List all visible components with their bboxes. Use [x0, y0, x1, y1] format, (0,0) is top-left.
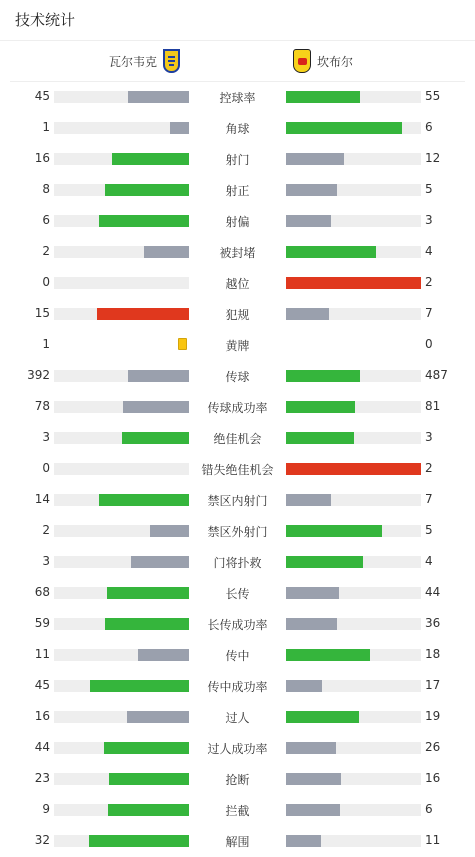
home-bar-track	[54, 215, 189, 227]
away-bar-track	[286, 711, 421, 723]
home-value: 9	[42, 802, 50, 816]
away-bar-track	[286, 804, 421, 816]
away-value: 5	[425, 182, 433, 196]
home-bar-track	[54, 91, 189, 103]
home-bar-fill	[104, 742, 189, 754]
home-bar-track	[54, 308, 189, 320]
away-bar-track	[286, 556, 421, 568]
away-value: 12	[425, 151, 441, 165]
away-bar-fill	[286, 742, 336, 754]
stat-row	[0, 764, 475, 795]
home-bar-track	[54, 122, 189, 134]
away-bar-fill	[286, 680, 322, 692]
home-bar-fill	[105, 618, 189, 630]
stat-label: 错失绝佳机会	[201, 463, 274, 477]
home-value: 16	[34, 151, 50, 165]
away-value: 17	[425, 678, 441, 692]
stat-label: 抢断	[225, 773, 250, 787]
away-bar-track	[286, 680, 421, 692]
stat-label: 绝佳机会	[213, 432, 262, 446]
stat-row	[0, 423, 475, 454]
away-team-name: 坎布尔	[317, 54, 354, 69]
away-value: 2	[425, 275, 433, 289]
home-bar-track	[54, 277, 189, 289]
away-bar-track	[286, 773, 421, 785]
away-bar-fill	[286, 432, 354, 444]
home-bar-track	[54, 835, 189, 847]
stat-row	[0, 578, 475, 609]
home-bar-track	[54, 804, 189, 816]
stat-row	[0, 237, 475, 268]
away-bar-fill	[286, 215, 331, 227]
away-bar-track	[286, 525, 421, 537]
away-value: 0	[425, 337, 433, 351]
home-bar-track	[54, 246, 189, 258]
home-value: 59	[34, 616, 50, 630]
away-value: 11	[425, 833, 441, 847]
away-bar-fill	[286, 370, 360, 382]
stat-row	[0, 516, 475, 547]
home-bar-fill	[170, 122, 189, 134]
stat-label: 长传	[225, 587, 250, 601]
stat-label: 控球率	[219, 91, 256, 105]
home-bar-track	[54, 370, 189, 382]
rkc-waalwijk-crest-icon	[163, 49, 180, 73]
away-bar-fill	[286, 308, 329, 320]
away-bar-fill	[286, 122, 402, 134]
home-bar-fill	[97, 308, 189, 320]
away-bar-fill	[286, 711, 359, 723]
stat-row	[0, 733, 475, 764]
away-bar-fill	[286, 91, 360, 103]
home-value: 15	[34, 306, 50, 320]
home-bar-fill	[138, 649, 189, 661]
home-value: 78	[34, 399, 50, 413]
home-value: 0	[42, 461, 50, 475]
away-bar-fill	[286, 804, 340, 816]
stat-label: 传中成功率	[207, 680, 268, 694]
away-bar-track	[286, 494, 421, 506]
home-bar-track	[54, 587, 189, 599]
away-bar-track	[286, 742, 421, 754]
away-team[interactable]	[293, 49, 353, 73]
home-value: 1	[42, 337, 50, 351]
stat-row	[0, 144, 475, 175]
home-bar-track	[54, 432, 189, 444]
away-value: 55	[425, 89, 441, 103]
stat-row	[0, 485, 475, 516]
home-bar-track	[54, 463, 189, 475]
stat-label: 传球成功率	[207, 401, 268, 415]
stat-row	[0, 454, 475, 485]
stat-row	[0, 361, 475, 392]
stat-label: 被封堵	[219, 246, 256, 260]
away-bar-track	[286, 246, 421, 258]
home-value: 32	[34, 833, 50, 847]
stat-label: 长传成功率	[207, 618, 268, 632]
away-value: 19	[425, 709, 441, 723]
home-bar-fill	[99, 215, 189, 227]
away-value: 36	[425, 616, 441, 630]
home-value: 44	[34, 740, 50, 754]
away-bar-track	[286, 649, 421, 661]
away-value: 3	[425, 430, 433, 444]
home-value: 11	[34, 647, 50, 661]
away-bar-track	[286, 153, 421, 165]
away-value: 6	[425, 120, 433, 134]
home-bar-fill	[99, 494, 189, 506]
teams-header	[10, 41, 465, 82]
away-value: 26	[425, 740, 441, 754]
away-bar-track	[286, 122, 421, 134]
home-value: 2	[42, 244, 50, 258]
home-bar-track	[54, 711, 189, 723]
away-bar-fill	[286, 587, 339, 599]
home-bar-fill	[150, 525, 189, 537]
stat-label: 过人	[225, 711, 250, 725]
home-bar-fill	[128, 370, 189, 382]
home-value: 23	[34, 771, 50, 785]
home-bar-track	[54, 618, 189, 630]
stat-row	[0, 206, 475, 237]
home-bar-fill	[123, 401, 189, 413]
home-value: 1	[42, 120, 50, 134]
stat-row	[0, 547, 475, 578]
home-bar-fill	[109, 773, 189, 785]
cambuur-crest-icon	[293, 49, 311, 73]
home-bar-fill	[127, 711, 189, 723]
home-team-name: 瓦尔韦克	[108, 54, 157, 69]
away-bar-fill	[286, 773, 341, 785]
stat-label: 黄牌	[225, 339, 250, 353]
home-value: 392	[27, 368, 50, 382]
home-value: 8	[42, 182, 50, 196]
stat-label: 犯规	[225, 308, 250, 322]
home-value: 16	[34, 709, 50, 723]
home-bar-fill	[144, 246, 189, 258]
home-bar-fill	[105, 184, 189, 196]
stat-row	[0, 795, 475, 826]
home-value: 6	[42, 213, 50, 227]
away-bar-fill	[286, 556, 363, 568]
home-bar-track	[54, 525, 189, 537]
away-bar-fill	[286, 649, 370, 661]
stat-row	[0, 640, 475, 671]
home-bar-fill	[112, 153, 189, 165]
away-bar-track	[286, 835, 421, 847]
home-value: 68	[34, 585, 50, 599]
away-bar-fill	[286, 401, 355, 413]
home-value: 3	[42, 554, 50, 568]
away-bar-track	[286, 215, 421, 227]
stat-row	[0, 330, 475, 361]
stat-row	[0, 609, 475, 640]
away-value: 44	[425, 585, 441, 599]
stat-row	[0, 82, 475, 113]
stat-row	[0, 702, 475, 733]
home-bar-fill	[131, 556, 189, 568]
home-bar-fill	[108, 804, 189, 816]
home-bar-track	[54, 494, 189, 506]
away-bar-track	[286, 184, 421, 196]
stat-label: 射门	[225, 153, 250, 167]
home-bar-fill	[128, 91, 189, 103]
away-value: 487	[425, 368, 448, 382]
stat-row	[0, 268, 475, 299]
stat-label: 过人成功率	[207, 742, 268, 756]
yellow-card-icon	[178, 338, 187, 350]
stat-label: 解围	[225, 835, 250, 849]
home-bar-track	[54, 556, 189, 568]
away-value: 7	[425, 306, 433, 320]
away-bar-fill	[286, 277, 421, 289]
stats-list	[0, 82, 475, 857]
stat-label: 射偏	[225, 215, 250, 229]
home-value: 3	[42, 430, 50, 444]
home-value: 45	[34, 678, 50, 692]
stat-row	[0, 113, 475, 144]
stat-label: 传中	[225, 649, 250, 663]
stat-label: 传球	[225, 370, 250, 384]
home-bar-track	[54, 773, 189, 785]
away-value: 18	[425, 647, 441, 661]
away-value: 4	[425, 244, 433, 258]
stat-label: 禁区内射门	[207, 494, 268, 508]
stat-row	[0, 826, 475, 857]
home-bar-track	[54, 742, 189, 754]
section-title: 技术统计	[0, 0, 475, 41]
away-bar-fill	[286, 618, 337, 630]
home-bar-track	[54, 184, 189, 196]
away-bar-fill	[286, 153, 344, 165]
away-bar-fill	[286, 835, 321, 847]
away-bar-fill	[286, 184, 337, 196]
stat-label: 门将扑救	[213, 556, 262, 570]
away-bar-fill	[286, 246, 376, 258]
home-team[interactable]	[109, 49, 180, 73]
home-value: 14	[34, 492, 50, 506]
away-value: 7	[425, 492, 433, 506]
away-value: 2	[425, 461, 433, 475]
stat-row	[0, 175, 475, 206]
stat-row	[0, 299, 475, 330]
away-bar-track	[286, 277, 421, 289]
stat-label: 角球	[225, 122, 250, 136]
stat-label: 禁区外射门	[207, 525, 268, 539]
away-value: 3	[425, 213, 433, 227]
away-bar-fill	[286, 525, 382, 537]
away-value: 4	[425, 554, 433, 568]
home-value: 2	[42, 523, 50, 537]
home-bar-fill	[107, 587, 189, 599]
away-bar-track	[286, 91, 421, 103]
away-bar-track	[286, 463, 421, 475]
home-bar-track	[54, 649, 189, 661]
home-bar-track	[54, 153, 189, 165]
away-value: 6	[425, 802, 433, 816]
home-bar-fill	[122, 432, 190, 444]
stat-row	[0, 671, 475, 702]
home-bar-track	[54, 680, 189, 692]
away-bar-track	[286, 370, 421, 382]
away-value: 81	[425, 399, 441, 413]
home-value: 0	[42, 275, 50, 289]
stat-label: 越位	[225, 277, 250, 291]
away-bar-fill	[286, 463, 421, 475]
stat-row	[0, 392, 475, 423]
away-bar-track	[286, 432, 421, 444]
away-bar-track	[286, 587, 421, 599]
home-bar-fill	[89, 835, 189, 847]
stat-label: 射正	[225, 184, 250, 198]
away-bar-fill	[286, 494, 331, 506]
away-bar-track	[286, 618, 421, 630]
home-bar-fill	[90, 680, 189, 692]
away-value: 5	[425, 523, 433, 537]
away-bar-track	[286, 401, 421, 413]
away-value: 16	[425, 771, 441, 785]
home-bar-track	[54, 401, 189, 413]
home-value: 45	[34, 89, 50, 103]
away-bar-track	[286, 308, 421, 320]
stat-label: 拦截	[225, 804, 250, 818]
